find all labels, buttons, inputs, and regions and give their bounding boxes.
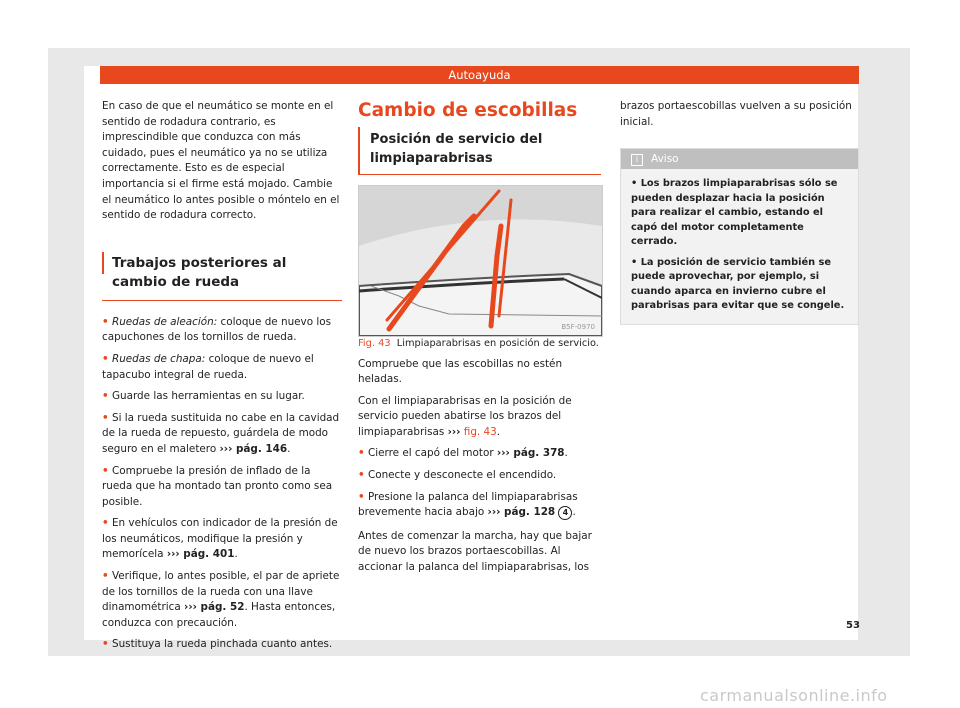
list-item: • Ruedas de aleación: coloque de nuevo los capuchones de los tornillos de rueda. — [102, 315, 332, 344]
subsection-heading: Posición de servicio del limpiaparabrisas — [358, 127, 601, 175]
list-item: • En vehículos con indicador de la presión de los neumáticos, modifique la presión y memorícela ››› pág. 401. — [102, 517, 338, 561]
notice-box — [620, 148, 859, 325]
figure-caption: Fig. 43 Limpiaparabrisas en posición de servicio. — [358, 338, 599, 349]
notice-header — [621, 149, 858, 169]
list-item: • Conecte y desconecte el encendido. — [358, 469, 557, 482]
column-2 — [358, 99, 601, 582]
column-3 — [620, 99, 859, 325]
list-item: • Si la rueda sustituida no cabe en la cavidad de la rueda de repuesto, guárdela de modo seguro en el maletero ››› pág. 146. — [102, 411, 340, 455]
list-item: • Cierre el capó del motor ››› pág. 378. — [358, 447, 568, 460]
paragraph: Antes de comenzar la marcha, hay que bajar de nuevo los brazos portaescobillas. Al accionar la palanca del limpiaparabrisas, los — [358, 529, 592, 574]
wiper-illustration — [359, 186, 602, 336]
number-badge: 4 — [558, 506, 572, 520]
list-item: • Los brazos limpiaparabrisas sólo se pueden desplazar hacia la posición para realizar el cambio, estando el capó del motor completamente cerrado. — [631, 178, 838, 248]
watermark: carmanualsonline.info — [700, 686, 888, 705]
section-heading — [102, 244, 342, 301]
page-reference-link[interactable]: ››› pág. 378 — [496, 447, 565, 460]
intro-paragraph: En caso de que el neumático se monte en el sentido de rodadura contrario, es imprescindible que conduzca con más cuidado, pues el neumático ya no se utiliza correctamente. Esto es de especial importancia si el firme está mojado. Cambie el neumático lo antes posible o móntelo en el sentido de rodadura correcto. — [102, 100, 340, 222]
list-item: • La posición de servicio también se puede aprovechar, por ejemplo, si cuando aparca en invierno cubre el parabrisas para evitar que se congele. — [631, 256, 845, 312]
paragraph: Compruebe que las escobillas no estén heladas. — [358, 357, 563, 386]
info-icon: i — [631, 154, 643, 166]
column-1 — [102, 99, 342, 659]
page-title: Cambio de escobillas — [358, 100, 578, 121]
wiper-figure — [358, 185, 603, 337]
notice-title: Aviso — [651, 153, 679, 166]
page-reference-link[interactable]: ››› pág. 401 — [166, 548, 235, 561]
list-item: • Compruebe la presión de inflado de la rueda que ha montado tan pronto como sea posible. — [102, 464, 333, 508]
list-item: • Presione la palanca del limpiaparabrisas brevemente hacia abajo ››› pág. 128 4 . — [358, 490, 578, 519]
page-reference-link[interactable]: ››› pág. 146 — [219, 442, 288, 455]
section-header: Autoayuda — [100, 66, 859, 84]
list-item: • Ruedas de chapa: coloque de nuevo el tapacubo integral de rueda. — [102, 352, 314, 381]
notice-body — [621, 169, 858, 324]
page-number: 53 — [846, 620, 860, 631]
paragraph: brazos portaescobillas vuelven a su posición inicial. — [620, 100, 852, 128]
page-reference-link[interactable]: ››› pág. 52 — [184, 601, 245, 614]
list-item: • Verifique, lo antes posible, el par de apriete de los tornillos de la rueda con una llave dinamométrica ››› pág. 52. Hasta entonces, conduzca con precaución. — [102, 570, 340, 629]
list-item: • Guarde las herramientas en su lugar. — [102, 390, 305, 403]
list-item: • Sustituya la rueda pinchada cuanto antes. — [102, 638, 333, 651]
paragraph: Con el limpiaparabrisas en la posición de servicio pueden abatirse los brazos del limpiaparabrisas ››› fig. 43. — [358, 394, 572, 438]
figure-reference-link[interactable]: fig. 43 — [463, 425, 497, 438]
figure-code: B5F-0970 — [561, 323, 595, 331]
section-heading-text: Trabajos posteriores al cambio de rueda — [112, 254, 287, 290]
page-reference-link[interactable]: ››› pág. 128 — [487, 506, 556, 519]
